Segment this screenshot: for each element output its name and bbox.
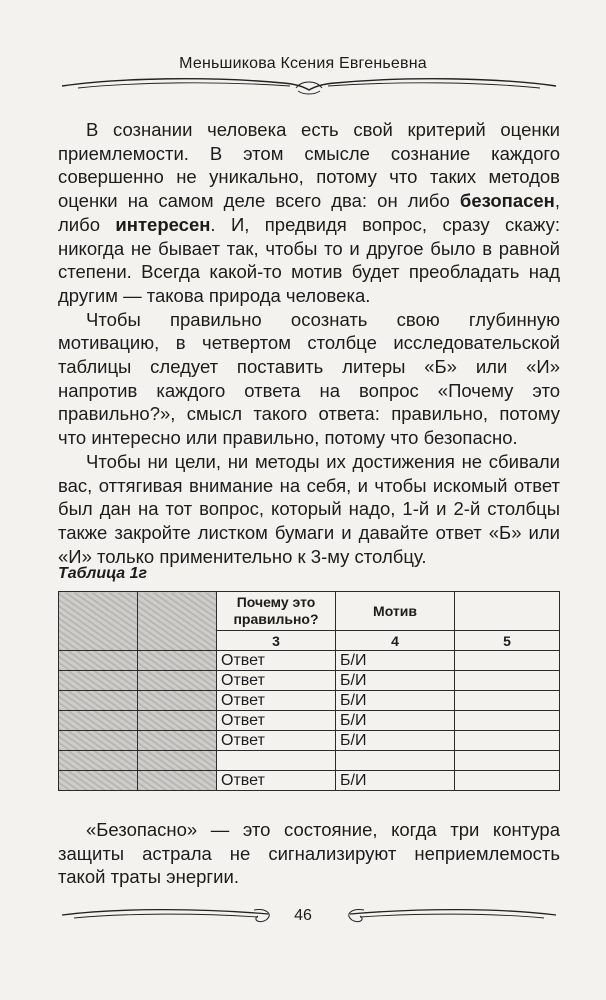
column-number: 4	[336, 631, 455, 651]
answer-cell: Ответ	[217, 771, 336, 791]
answer-cell: Ответ	[217, 731, 336, 751]
table-row	[59, 651, 560, 671]
column-number: 5	[455, 631, 560, 651]
header-motive: Мотив	[336, 592, 455, 631]
table-row	[59, 671, 560, 691]
motive-cell: Б/И	[336, 691, 455, 711]
header-empty	[455, 592, 560, 631]
motive-cell: Б/И	[336, 731, 455, 751]
research-table	[58, 591, 560, 791]
covered-column-1	[59, 592, 138, 651]
main-text	[58, 118, 560, 568]
table-header-row	[59, 592, 560, 631]
motive-cell: Б/И	[336, 771, 455, 791]
footer-ornament-right	[338, 904, 560, 926]
answer-cell: Ответ	[217, 651, 336, 671]
answer-cell: Ответ	[217, 671, 336, 691]
table-row	[59, 731, 560, 751]
bold-term-interesting: интересен	[115, 213, 211, 235]
closing-paragraph: «Безопасно» — это состояние, когда три контура защиты астрала не сигнализируют неприемлемость такой траты энергии.	[58, 819, 560, 888]
paragraph-1: В сознании человека есть свой критерий оценки приемлемости. В этом смысле сознание каждого совершенно не уникально, потому что таких методов оценки на самом деле всего два: он либо безопасен, либо интересен. И, предвидя вопрос, сразу скажу: никогда не бывает так, чтобы то и другое было в равной степени. Всегда какой-то мотив будет преобладать над другим — такова природа человека.	[58, 119, 560, 306]
answer-cell	[217, 751, 336, 771]
bold-term-safe: безопасен	[459, 190, 555, 212]
header-ornament	[58, 74, 560, 96]
answer-cell: Ответ	[217, 691, 336, 711]
covered-column-2	[138, 592, 217, 651]
header-why-correct: Почему это правильно?	[217, 592, 336, 631]
table-row	[59, 751, 560, 771]
page-number: 46	[294, 907, 312, 924]
table-caption: Таблица 1г	[58, 565, 147, 582]
running-header: Меньшикова Ксения Евгеньевна	[179, 55, 427, 72]
motive-cell: Б/И	[336, 651, 455, 671]
paragraph-3: Чтобы ни цели, ни методы их достижения не сбивали вас, оттягивая внимание на себя, и чтобы искомый ответ был дан на тот вопрос, который надо, 1-й и 2-й столбцы также закройте листком бумаги и давайте ответ «Б» или «И» только применительно к 3-му столбцу.	[58, 450, 560, 567]
motive-cell: Б/И	[336, 671, 455, 691]
paragraph-2: Чтобы правильно осознать свою глубинную мотивацию, в четвертом столбце исследовательской таблицы следует поставить литеры «Б» или «И» напротив каждого ответа на вопрос «Почему это правильно?», смысл такого ответа: правильно, потому что интересно или правильно, потому что безопасно.	[58, 308, 560, 449]
column-number: 3	[217, 631, 336, 651]
table-row	[59, 711, 560, 731]
table-row	[59, 691, 560, 711]
answer-cell: Ответ	[217, 711, 336, 731]
motive-cell: Б/И	[336, 711, 455, 731]
motive-cell	[336, 751, 455, 771]
table-row	[59, 771, 560, 791]
